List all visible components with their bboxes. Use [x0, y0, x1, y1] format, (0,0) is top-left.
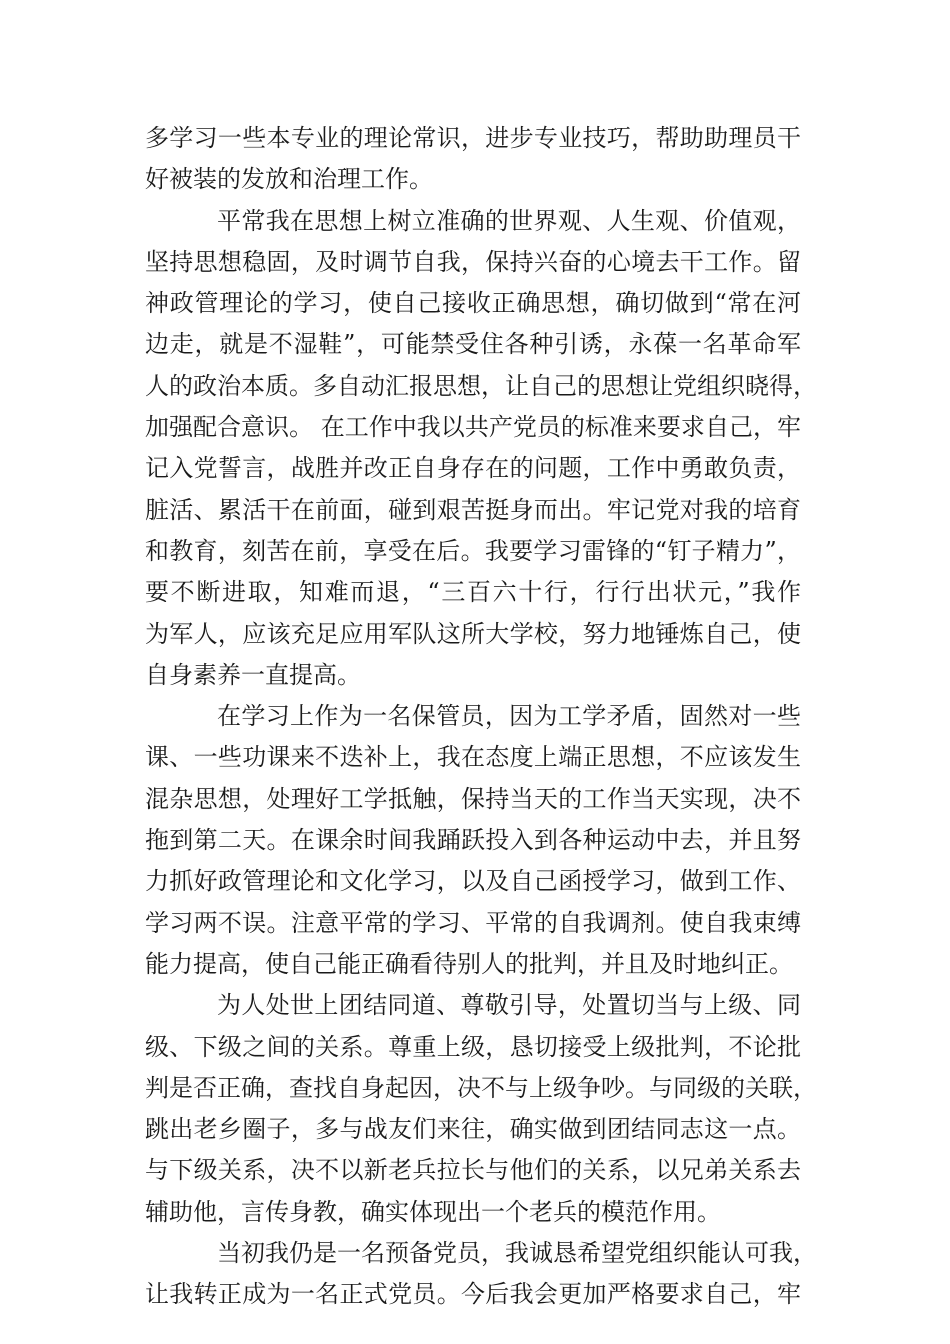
text-line: 判是否正确，查找自身起因，决不与上级争吵。与同级的关联，: [145, 1073, 817, 1102]
text-line: 拖到第二天。在课余时间我踊跃投入到各种运动中去，并且努: [145, 826, 801, 855]
text-line: 边走，就是不湿鞋”，可能禁受住各种引诱，永葆一名革命军: [145, 330, 801, 359]
text-line: 脏活、累活干在前面，碰到艰苦挺身而出。牢记党对我的培育: [145, 495, 801, 524]
paragraph-first-line: 平常我在思想上树立准确的世界观、人生观、价值观，: [217, 206, 801, 235]
text-line: 级、下级之间的关系。尊重上级，恳切接受上级批判，不论批: [145, 1032, 801, 1061]
text-line: 让我转正成为一名正式党员。今后我会更加严格要求自己，牢: [145, 1280, 801, 1309]
text-line: 多学习一些本专业的理论常识，进步专业技巧，帮助助理员干: [145, 124, 801, 152]
text-line: 记入党誓言，战胜并改正自身存在的问题，工作中勇敢负责，: [145, 454, 801, 483]
text-line: 好被装的发放和治理工作。: [145, 165, 433, 194]
text-line: 与下级关系，决不以新老兵拉长与他们的关系，以兄弟关系去: [145, 1156, 801, 1185]
text-line: 和教育，刻苦在前，享受在后。我要学习雷锋的“钉子精力”，: [145, 536, 801, 565]
text-line: 要不断进取，知难而退，“三百六十行，行行出状元，”我作: [145, 578, 801, 607]
document-body: [145, 118, 817, 1316]
text-line: 为军人，应该充足应用军队这所大学校，努力地锤炼自己，使: [145, 619, 801, 648]
text-line: 跳出老乡圈子，多与战友们来往，确实做到团结同志这一点。: [145, 1115, 801, 1144]
paragraph-first-line: 当初我仍是一名预备党员，我诚恳希望党组织能认可我，: [217, 1239, 817, 1268]
text-line: 能力提高，使自己能正确看待别人的批判，并且及时地纠正。: [145, 949, 793, 978]
paragraph-first-line: 在学习上作为一名保管员，因为工学矛盾，固然对一些: [217, 702, 801, 731]
text-line: 学习两不误。注意平常的学习、平常的自我调剂。使自我束缚: [145, 908, 801, 937]
text-line: 辅助他，言传身教，确实体现出一个老兵的模范作用。: [145, 1197, 721, 1226]
text-line: 力抓好政管理论和文化学习，以及自己函授学习，做到工作、: [145, 867, 801, 896]
text-line: 神政管理论的学习，使自己接收正确思想，确切做到“常在河: [145, 289, 801, 318]
text-line: 课、一些功课来不迭补上，我在态度上端正思想，不应该发生: [145, 743, 801, 772]
paragraph-first-line: 为人处世上团结同道、尊敬引导，处置切当与上级、同: [217, 991, 801, 1020]
text-line: 自身素养一直提高。: [145, 660, 361, 689]
text-line: 加强配合意识。 在工作中我以共产党员的标准来要求自己，牢: [145, 413, 801, 442]
text-line: 混杂思想，处理好工学抵触，保持当天的工作当天实现，决不: [145, 784, 801, 813]
text-line: 人的政治本质。多自动汇报思想，让自己的思想让党组织晓得，: [145, 371, 817, 400]
text-line: 坚持思想稳固，及时调节自我，保持兴奋的心境去干工作。留: [145, 247, 801, 276]
